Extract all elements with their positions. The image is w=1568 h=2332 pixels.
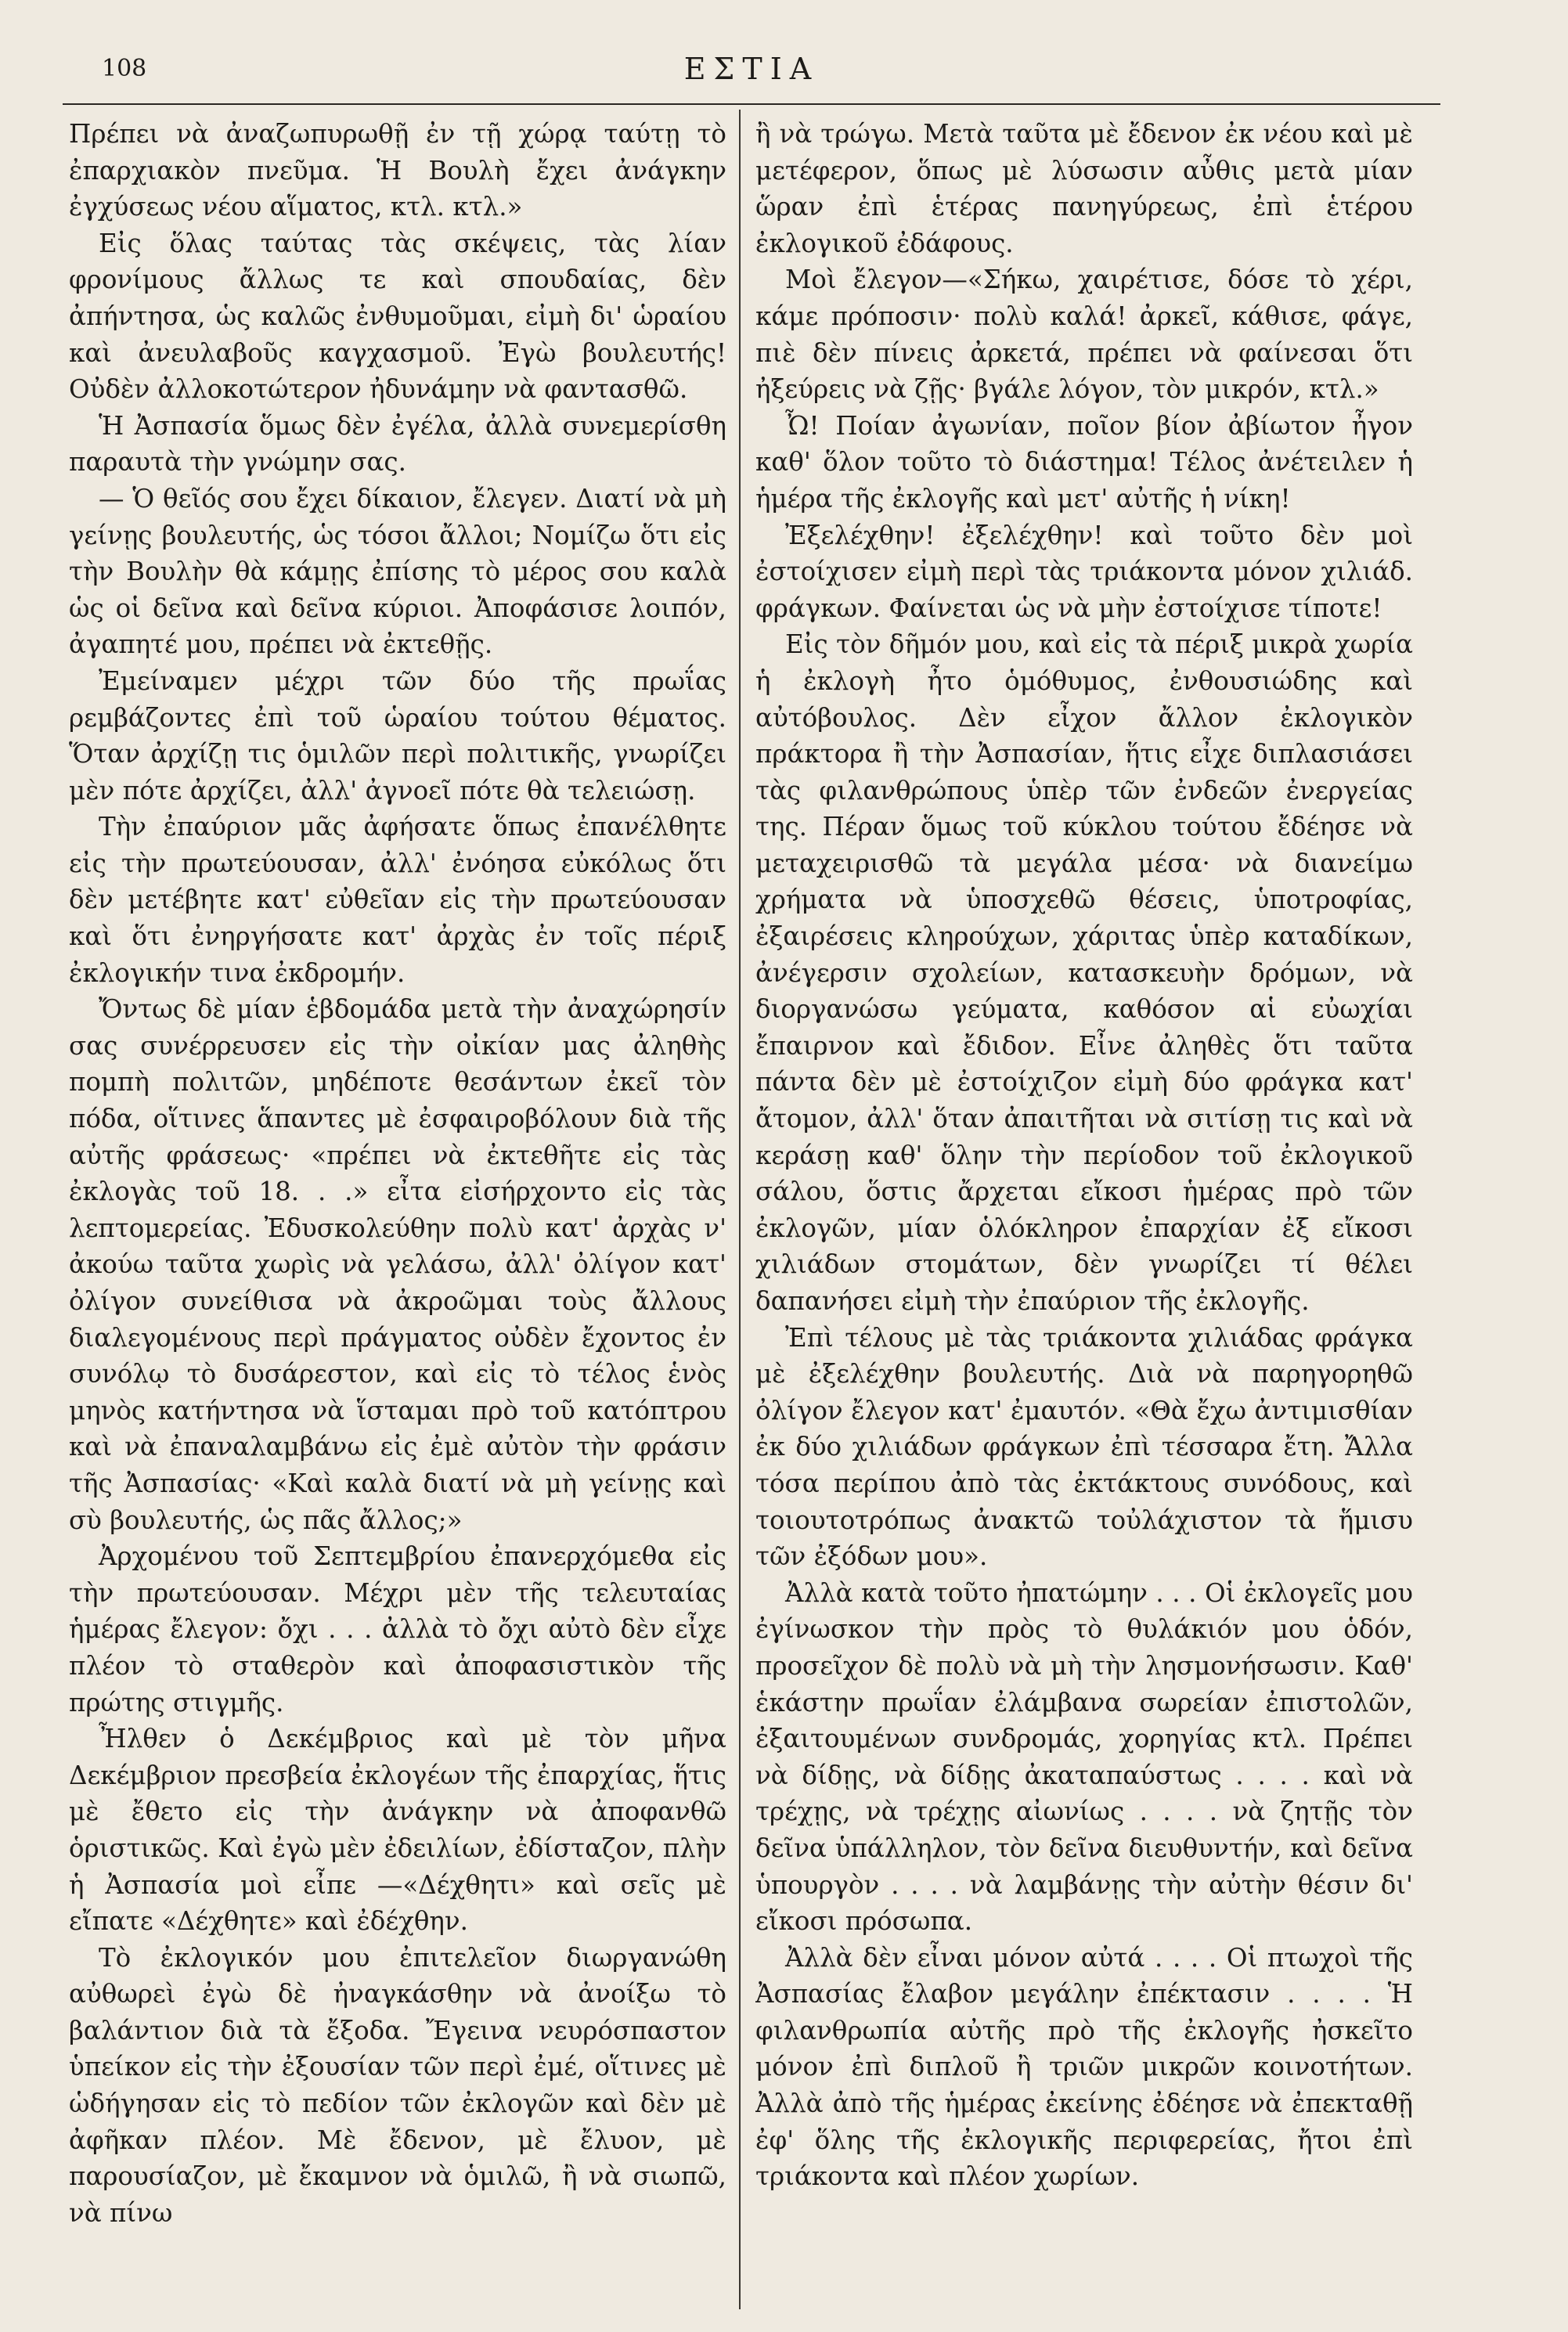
paragraph: Ἦλθεν ὁ Δεκέμβριος καὶ μὲ τὸν μῆνα Δεκέμβριον πρεσβεία ἐκλογέων τῆς ἐπαρχίας, ἥτις μὲ ἔθετο εἰς τὴν ἀνάγκην νὰ ἀποφανθῶ ὁριστικῶς. Καὶ ἐγὼ μὲν ἐδειλίων, ἐδίσταζον, πλὴν ἡ Ἀσπασία μοὶ εἶπε —«Δέχθητι» καὶ σεῖς μὲ εἴπατε «Δέχθητε» καὶ ἐδέχθην. (69, 1724, 726, 1937)
page-header (63, 49, 1440, 96)
paragraph: Ἀλλὰ κατὰ τοῦτο ἠπατώμην . . . Οἱ ἐκλογεῖς μου ἐγίνωσκον τὴν πρὸς τὸ θυλάκιόν μου ὁδόν, προσεῖχον δὲ πολὺ νὰ μὴ τὴν λησμονήσωσιν. Καθ' ἑκάστην πρωΐαν ἐλάμβανα σωρείαν ἐπιστολῶν, ἐξαιτουμένων συνδρομάς, χορηγίας κτλ. Πρέπει νὰ δίδῃς, νὰ δίδῃς ἀκαταπαύστως . . . . καὶ νὰ τρέχῃς, νὰ τρέχῃς αἰωνίως . . . . νὰ ζητῇς τὸν δεῖνα ὑπάλληλον, τὸν δεῖνα διευθυντήν, καὶ δεῖνα ὑπουργὸν . . . . νὰ λαμβάνῃς τὴν αὐτὴν θέσιν δι' εἴκοσι πρόσωπα. (755, 1577, 1413, 1937)
right-column (755, 116, 1413, 2308)
column-divider (739, 110, 741, 2309)
paragraph: — Ὁ θεῖός σου ἔχει δίκαιον, ἔλεγεν. Διατί νὰ μὴ γείνῃς βουλευτής, ὡς τόσοι ἄλλοι; Νομίζω ὅτι εἰς τὴν Βουλὴν θὰ κάμῃς ἐπίσης τὸ μέρος σου καλὰ ὡς οἱ δεῖνα καὶ δεῖνα κύριοι. Ἀποφάσισε λοιπόν, ἀγαπητέ μου, πρέπει νὰ ἐκτεθῇς. (69, 483, 726, 660)
paragraph: Εἰς τὸν δῆμόν μου, καὶ εἰς τὰ πέριξ μικρὰ χωρία ἡ ἐκλογὴ ἦτο ὁμόθυμος, ἐνθουσιώδης καὶ αὐτόβουλος. Δὲν εἶχον ἄλλον ἐκλογικὸν πράκτορα ἢ τὴν Ἀσπασίαν, ἥτις εἶχε διπλασιάσει τὰς φιλανθρώπους ὑπὲρ τῶν ἐνδεῶν ἐνεργείας της. Πέραν ὅμως τοῦ κύκλου τούτου ἔδέησε νὰ μεταχειρισθῶ τὰ μεγάλα μέσα· νὰ διανείμω χρήματα νὰ ὑποσχεθῶ θέσεις, ὑποτροφίας, ἐξαιρέσεις κληρούχων, χάριτας ὑπὲρ καταδίκων, ἀνέγερσιν σχολείων, κατασκευὴν δρόμων, νὰ διοργανώσω γεύματα, καθόσον αἱ εὐωχίαι ἔπαιρνον καὶ ἔδιδον. Εἶνε ἀληθὲς ὅτι ταῦτα πάντα δὲν μὲ ἐστοίχιζον εἰμὴ δύο φράγκα κατ' ἄτομον, ἀλλ' ὅταν ἀπαιτῆται νὰ σιτίσῃ τις καὶ νὰ κεράσῃ καθ' ὅλην τὴν περίοδον τοῦ ἐκλογικοῦ σάλου, ὅστις ἄρχεται εἴκοσι ἡμέρας πρὸ τῶν ἐκλογῶν, μίαν ὁλόκληρον ἐπαρχίαν ἐξ εἴκοσι χιλιάδων στομάτων, δὲν γνωρίζει τί θέλει δαπανήσει εἰμὴ τὴν ἐπαύριον τῆς ἐκλογῆς. (755, 629, 1413, 1316)
paragraph: Πρέπει νὰ ἀναζωπυρωθῇ ἐν τῇ χώρᾳ ταύτῃ τὸ ἐπαρχιακὸν πνεῦμα. Ἡ Βουλὴ ἔχει ἀνάγκην ἐγχύσεως νέου αἵματος, κτλ. κτλ.» (69, 119, 726, 222)
page-number: 108 (102, 55, 147, 82)
paragraph: Ἐπὶ τέλους μὲ τὰς τριάκοντα χιλιάδας φράγκα μὲ ἐξελέχθην βουλευτής. Διὰ νὰ παρηγορηθῶ ὀλίγον ἔλεγον κατ' ἐμαυτόν. «Θὰ ἔχω ἀντιμισθίαν ἐκ δύο χιλιάδων φράγκων ἐπὶ τέσσαρα ἔτη. Ἄλλα τόσα περίπου ἀπὸ τὰς ἐκτάκτους συνόδους, καὶ τοιουτοτρόπως ἀνακτῶ τοὐλάχιστον τὰ ἥμισυ τῶν ἐξόδων μου». (755, 1322, 1413, 1572)
paragraph: Τὴν ἐπαύριον μᾶς ἀφήσατε ὅπως ἐπανέλθητε εἰς τὴν πρωτεύουσαν, ἀλλ' ἐνόησα εὐκόλως ὅτι δὲν μετέβητε κατ' εὐθεῖαν εἰς τὴν πρωτεύουσαν καὶ ὅτι ἐνηργήσατε κατ' ἀρχὰς ἐν τοῖς πέριξ ἐκλογικήν τινα ἐκδρομήν. (69, 812, 726, 988)
paragraph: Ὦ! Ποίαν ἀγωνίαν, ποῖον βίον ἀβίωτον ἦγον καθ' ὅλον τοῦτο τὸ διάστημα! Τέλος ἀνέτειλεν ἡ ἡμέρα τῆς ἐκλογῆς καὶ μετ' αὐτῆς ἡ νίκη! (755, 410, 1413, 514)
paragraph: Εἰς ὅλας ταύτας τὰς σκέψεις, τὰς λίαν φρονίμους ἄλλως τε καὶ σπουδαίας, δὲν ἀπήντησα, ὡς καλῶς ἐνθυμοῦμαι, εἰμὴ δι' ὡραίου καὶ ἀνευλαβοῦς καγχασμοῦ. Ἐγὼ βουλευτής! Οὐδὲν ἀλλοκοτώτερον ἠδυνάμην νὰ φαντασθῶ. (69, 228, 726, 405)
paragraph: Ὄντως δὲ μίαν ἑβδομάδα μετὰ τὴν ἀναχώρησίν σας συνέρρευσεν εἰς τὴν οἰκίαν μας ἀληθὴς πομπὴ πολιτῶν, μηδέποτε θεσάντων ἐκεῖ τὸν πόδα, οἵτινες ἅπαντες μὲ ἐσφαιροβόλουν διὰ τῆς αὐτῆς φράσεως· «πρέπει νὰ ἐκτεθῆτε εἰς τὰς ἐκλογὰς τοῦ 18. . .» εἶτα εἰσήρχοντο εἰς τὰς λεπτομερείας. Ἐδυσκολεύθην πολὺ κατ' ἀρχὰς ν' ἀκούω ταῦτα χωρὶς νὰ γελάσω, ἀλλ' ὀλίγον κατ' ὀλίγον συνείθισα νὰ ἀκροῶμαι τοὺς ἄλλους διαλεγομένους περὶ πράγματος οὐδὲν ἔχοντος ἐν συνόλῳ τὸ δυσάρεστον, καὶ εἰς τὸ τέλος ἑνὸς μηνὸς κατήντησα νὰ ἵσταμαι πρὸ τοῦ κατόπτρου καὶ νὰ ἐπαναλαμβάνω εἰς ἐμὲ αὐτὸν τὴν φράσιν τῆς Ἀσπασίας· «Καὶ καλὰ διατί νὰ μὴ γείνῃς καὶ σὺ βουλευτής, ὡς πᾶς ἄλλος;» (69, 994, 726, 1535)
paragraph: Ἀρχομένου τοῦ Σεπτεμβρίου ἐπανερχόμεθα εἰς τὴν πρωτεύουσαν. Μέχρι μὲν τῆς τελευταίας ἡμέρας ἔλεγον: ὄχι . . . ἀλλὰ τὸ ὄχι αὐτὸ δὲν εἶχε πλέον τὸ σταθερὸν καὶ ἀποφασιστικὸν τῆς πρώτης στιγμῆς. (69, 1541, 726, 1717)
paragraph: Τὸ ἐκλογικόν μου ἐπιτελεῖον διωργανώθη αὐθωρεὶ ἐγὼ δὲ ἠναγκάσθην νὰ ἀνοίξω τὸ βαλάντιον διὰ τὰ ἔξοδα. Ἔγεινα νευρόσπαστον ὑπείκον εἰς τὴν ἐξουσίαν τῶν περὶ ἐμέ, οἵτινες μὲ ὡδήγησαν εἰς τὸ πεδίον τῶν ἐκλογῶν καὶ δὲν μὲ ἀφῆκαν πλέον. Μὲ ἔδενον, μὲ ἔλυον, μὲ παρουσίαζον, μὲ ἔκαμνον νὰ ὁμιλῶ, ἢ νὰ σιωπῶ, νὰ πίνω (69, 1942, 726, 2228)
paragraph: Ἀλλὰ δὲν εἶναι μόνον αὐτά . . . . Οἱ πτωχοὶ τῆς Ἀσπασίας ἔλαβον μεγάλην ἐπέκτασιν . . . . Ἡ φιλανθρωπία αὐτῆς πρὸ τῆς ἐκλογῆς ἠσκεῖτο μόνον ἐπὶ διπλοῦ ἢ τριῶν μικρῶν κοινοτήτων. Ἀλλὰ ἀπὸ τῆς ἡμέρας ἐκείνης ἐδέησε νὰ ἐπεκταθῇ ἐφ' ὅλης τῆς ἐκλογικῆς περιφερείας, ἤτοι ἐπὶ τριάκοντα καὶ πλέον χωρίων. (755, 1942, 1413, 2192)
paragraph: Μοὶ ἔλεγον—«Σήκω, χαιρέτισε, δόσε τὸ χέρι, κάμε πρόποσιν· πολὺ καλά! ἀρκεῖ, κάθισε, φάγε, πιὲ δὲν πίνεις ἀρκετά, πρέπει νὰ φαίνεσαι ὅτι ἠξεύρεις νὰ ζῇς· βγάλε λόγον, τὸν μικρόν, κτλ.» (755, 265, 1413, 405)
paragraph: Ἐξελέχθην! ἐξελέχθην! καὶ τοῦτο δὲν μοὶ ἐστοίχισεν εἰμὴ περὶ τὰς τριάκοντα μόνον χιλιάδ. φράγκων. Φαίνεται ὡς νὰ μὴν ἐστοίχισε τίποτε! (755, 520, 1413, 623)
left-column (69, 116, 726, 2308)
paragraph: Ἡ Ἀσπασία ὅμως δὲν ἐγέλα, ἀλλὰ συνεμερίσθη παραυτὰ τὴν γνώμην σας. (69, 410, 726, 478)
header-rule (63, 103, 1440, 105)
paragraph: Ἐμείναμεν μέχρι τῶν δύο τῆς πρωΐας ρεμβάζοντες ἐπὶ τοῦ ὡραίου τούτου θέματος. Ὅταν ἀρχίζῃ τις ὁμιλῶν περὶ πολιτικῆς, γνωρίζει μὲν πότε ἀρχίζει, ἀλλ' ἀγνοεῖ πότε θὰ τελειώσῃ. (69, 665, 726, 806)
journal-title: ΕΣΤΙΑ (683, 52, 820, 86)
paragraph: ἢ νὰ τρώγω. Μετὰ ταῦτα μὲ ἔδενον ἐκ νέου καὶ μὲ μετέφερον, ὅπως μὲ λύσωσιν αὖθις μετὰ μίαν ὥραν ἐπὶ ἑτέρας πανηγύρεως, ἐπὶ ἑτέρου ἐκλογικοῦ ἐδάφους. (755, 119, 1413, 258)
